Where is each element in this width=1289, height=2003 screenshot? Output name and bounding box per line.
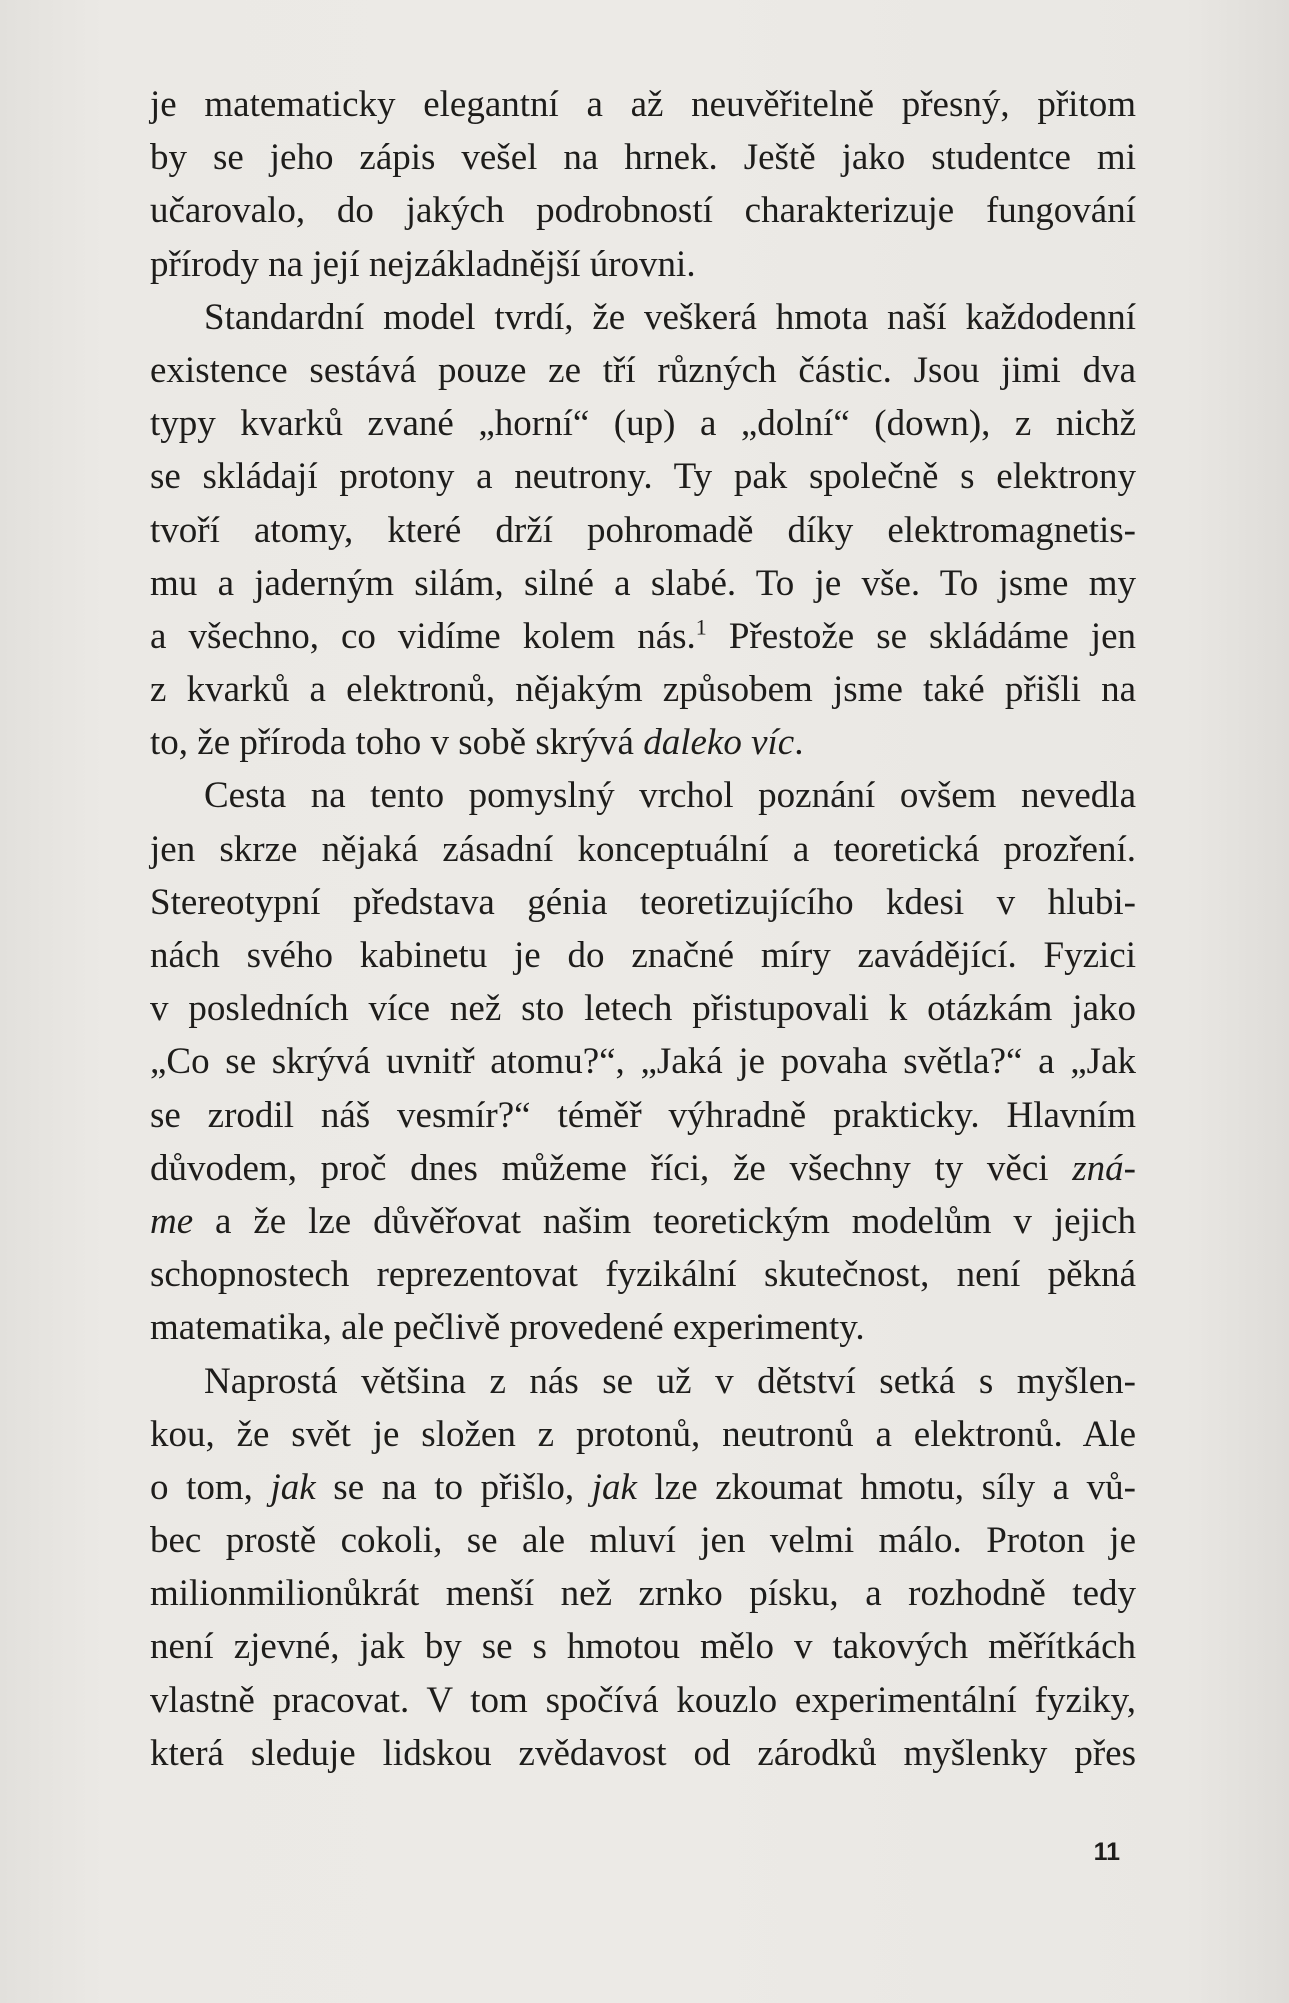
text-line (150, 1514, 1136, 1567)
text-line (150, 397, 1136, 450)
text-line (150, 291, 1136, 344)
paragraph (150, 769, 1136, 1354)
text-segment: o tom, (150, 1466, 271, 1508)
text-segment: matematika, ale pečlivě provedené experimenty. (150, 1307, 865, 1349)
text-line (150, 1301, 1136, 1354)
text-line (150, 557, 1136, 610)
text-segment: je matematicky elegantní a až neuvěřitelně přesný, přitom (150, 84, 1136, 125)
italic-text: zná- (1072, 1147, 1136, 1189)
text-line (150, 1035, 1136, 1088)
text-segment: v posledních více než sto letech přistupovali k otázkám jako (150, 988, 1136, 1030)
text-line (150, 238, 1136, 291)
text-line (150, 663, 1136, 716)
text-segment: Naprostá většina z nás se už v dětství setká s myšlen- (204, 1360, 1136, 1402)
text-segment: z kvarků a elektronů, nějakým způsobem jsme také přišli na (150, 669, 1136, 711)
text-segment: milionmilionůkrát menší než zrnko písku, a rozhodně tedy (150, 1573, 1136, 1615)
text-line (150, 1567, 1136, 1620)
text-line (150, 1461, 1136, 1514)
text-line (150, 450, 1136, 503)
text-line (150, 1248, 1136, 1301)
italic-text: jak (270, 1466, 316, 1508)
paragraph (150, 78, 1136, 291)
text-segment: tvoří atomy, které drží pohromadě díky elektromagnetis- (150, 509, 1136, 551)
italic-text: jak (591, 1466, 637, 1508)
text-line (150, 131, 1136, 184)
footnote-marker: 1 (695, 614, 707, 640)
text-segment: důvodem, proč dnes můžeme říci, že všechny ty věci (150, 1147, 1073, 1189)
text-segment: Standardní model tvrdí, že veškerá hmota naší každodenní (204, 296, 1136, 338)
paragraph (150, 291, 1136, 770)
text-segment: Stereotypní představa génia teoretizujícího kdesi v hlubi- (150, 881, 1136, 923)
text-segment: schopnostech reprezentovat fyzikální skutečnost, není pěkná (150, 1254, 1136, 1296)
text-line (150, 1089, 1136, 1142)
text-segment: . (794, 722, 804, 764)
text-line (150, 78, 1136, 131)
text-line (150, 184, 1136, 237)
text-segment: typy kvarků zvané „horní“ (up) a „dolní“ (down), z nichž (150, 403, 1136, 445)
text-segment: lze zkoumat hmotu, síly a vů- (636, 1466, 1137, 1508)
text-line (150, 504, 1136, 557)
text-segment: jen skrze nějaká zásadní konceptuální a teoretická prozření. (150, 828, 1136, 870)
text-segment: se zrodil náš vesmír?“ téměř výhradně prakticky. Hlavním (150, 1094, 1136, 1136)
text-segment: se na to přišlo, (315, 1466, 592, 1508)
text-segment: přírody na její nejzákladnější úrovni. (150, 243, 696, 285)
text-segment: „Co se skrývá uvnitř atomu?“, „Jaká je povaha světla?“ a „Jak (150, 1041, 1136, 1083)
text-line (150, 1355, 1136, 1408)
text-segment: mu a jaderným silám, silné a slabé. To je vše. To jsme my (150, 562, 1136, 604)
text-line (150, 823, 1136, 876)
text-line (150, 1142, 1136, 1195)
text-segment: a že lze důvěřovat našim teoretickým modelům v jejich (193, 1200, 1136, 1242)
text-segment: by se jeho zápis vešel na hrnek. Ještě jako studentce mi (150, 137, 1136, 179)
text-line (150, 1195, 1136, 1248)
text-line (150, 1727, 1136, 1780)
text-line (150, 876, 1136, 929)
paragraph (150, 1355, 1136, 1781)
text-line (150, 610, 1136, 663)
page-number: 11 (1093, 1838, 1120, 1866)
italic-text: me (150, 1200, 194, 1242)
italic-text: daleko víc (643, 722, 795, 764)
text-segment: nách svého kabinetu je do značné míry zavádějící. Fyzici (150, 935, 1136, 976)
text-segment: to, že příroda toho v sobě skrývá (150, 722, 644, 764)
text-segment: a všechno, co vidíme kolem nás. (150, 615, 696, 657)
text-segment: bec prostě cokoli, se ale mluví jen velmi málo. Proton je (150, 1520, 1136, 1562)
text-segment: existence sestává pouze ze tří různých částic. Jsou jimi dva (150, 349, 1136, 391)
text-line (150, 1674, 1136, 1727)
text-segment: Přestože se skládáme jen (706, 615, 1137, 657)
text-line (150, 982, 1136, 1035)
text-segment: Cesta na tento pomyslný vrchol poznání ovšem nevedla (204, 775, 1136, 817)
body-text (150, 78, 1136, 1780)
text-line (150, 1620, 1136, 1673)
text-segment: se skládají protony a neutrony. Ty pak společně s elektrony (150, 456, 1136, 498)
text-segment: není zjevné, jak by se s hmotou mělo v takových měřítkách (150, 1626, 1136, 1668)
text-line (150, 929, 1136, 982)
text-line (150, 344, 1136, 397)
text-line (150, 1408, 1136, 1461)
text-line (150, 769, 1136, 822)
text-segment: která sleduje lidskou zvědavost od zárodků myšlenky přes (150, 1732, 1136, 1774)
text-segment: učarovalo, do jakých podrobností charakterizuje fungování (150, 190, 1136, 232)
text-line (150, 716, 1136, 769)
text-segment: kou, že svět je složen z protonů, neutronů a elektronů. Ale (150, 1413, 1136, 1455)
text-segment: vlastně pracovat. V tom spočívá kouzlo experimentální fyziky, (150, 1679, 1136, 1721)
